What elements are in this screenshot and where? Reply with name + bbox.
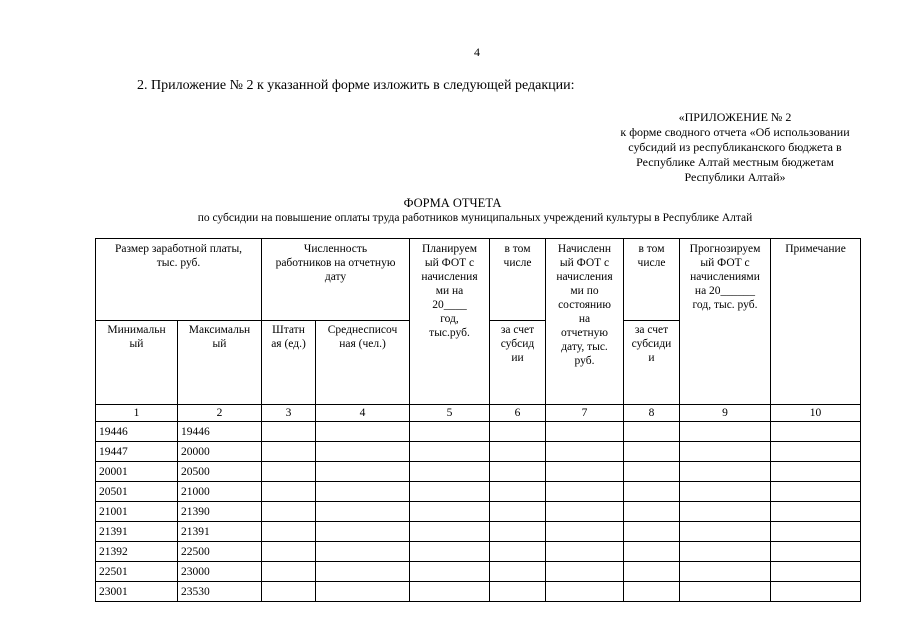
column-number: 2 [178, 405, 262, 422]
intro-paragraph: 2. Приложение № 2 к указанной форме изложить в следующей редакции: [137, 78, 575, 93]
empty-cell [680, 562, 771, 582]
empty-cell [771, 522, 861, 542]
empty-cell [771, 502, 861, 522]
empty-cell [410, 502, 490, 522]
empty-cell [546, 422, 624, 442]
cell-min: 22501 [96, 562, 178, 582]
header-avg-list: Среднесписоч ная (чел.) [316, 321, 410, 405]
empty-cell [490, 522, 546, 542]
page-number: 4 [474, 45, 480, 59]
header-including-2: в том числе [624, 239, 680, 321]
header-planned-fot: Планируем ый ФОТ с начисления ми на 20____ год, тыс.руб. [410, 239, 490, 405]
appendix-line: Республики Алтай» [684, 170, 786, 184]
cell-min: 23001 [96, 582, 178, 602]
form-title: ФОРМА ОТЧЕТА [403, 196, 502, 210]
empty-cell [316, 422, 410, 442]
cell-max: 22500 [178, 542, 262, 562]
empty-cell [316, 562, 410, 582]
empty-cell [490, 422, 546, 442]
empty-cell [771, 542, 861, 562]
empty-cell [262, 542, 316, 562]
cell-min: 21001 [96, 502, 178, 522]
report-table [95, 238, 861, 602]
empty-cell [410, 582, 490, 602]
column-number: 8 [624, 405, 680, 422]
empty-cell [410, 422, 490, 442]
header-row-top [96, 239, 861, 321]
cell-max: 21391 [178, 522, 262, 542]
empty-cell [624, 442, 680, 462]
empty-cell [410, 542, 490, 562]
column-number: 9 [680, 405, 771, 422]
appendix-line: субсидий из республиканского бюджета в [628, 140, 842, 154]
header-accrued-fot: Начисленн ый ФОТ с начисления ми по состоянию на отчетную дату, тыс. руб. [546, 239, 624, 405]
table-row [96, 422, 861, 442]
header-max: Максимальн ый [178, 321, 262, 405]
column-number: 10 [771, 405, 861, 422]
table-row [96, 542, 861, 562]
empty-cell [771, 462, 861, 482]
empty-cell [316, 522, 410, 542]
empty-cell [410, 442, 490, 462]
empty-cell [771, 482, 861, 502]
empty-cell [771, 422, 861, 442]
empty-cell [680, 522, 771, 542]
column-number: 4 [316, 405, 410, 422]
empty-cell [316, 502, 410, 522]
table-body [96, 422, 861, 602]
form-subtitle: по субсидии на повышение оплаты труда работников муниципальных учреждений культуры в Республике Алтай [197, 212, 753, 224]
empty-cell [771, 442, 861, 462]
empty-cell [624, 422, 680, 442]
empty-cell [680, 542, 771, 562]
empty-cell [680, 442, 771, 462]
cell-max: 21390 [178, 502, 262, 522]
empty-cell [262, 522, 316, 542]
appendix-heading [560, 110, 905, 185]
empty-cell [410, 462, 490, 482]
column-number: 7 [546, 405, 624, 422]
empty-cell [546, 522, 624, 542]
empty-cell [410, 562, 490, 582]
header-staff: Штатн ая (ед.) [262, 321, 316, 405]
empty-cell [316, 462, 410, 482]
empty-cell [771, 582, 861, 602]
empty-cell [316, 482, 410, 502]
cell-min: 19447 [96, 442, 178, 462]
header-headcount: Численность работников на отчетную дату [262, 239, 410, 321]
empty-cell [624, 462, 680, 482]
header-min: Минимальн ый [96, 321, 178, 405]
empty-cell [490, 462, 546, 482]
appendix-line: Республике Алтай местным бюджетам [636, 155, 834, 169]
appendix-line: к форме сводного отчета «Об использовании [620, 125, 850, 139]
empty-cell [262, 462, 316, 482]
empty-cell [680, 502, 771, 522]
column-number: 5 [410, 405, 490, 422]
empty-cell [680, 462, 771, 482]
empty-cell [490, 482, 546, 502]
header-including-1: в том числе [490, 239, 546, 321]
empty-cell [680, 582, 771, 602]
empty-cell [490, 582, 546, 602]
header-subsidy-1: за счет субсид ии [490, 321, 546, 405]
column-number: 1 [96, 405, 178, 422]
table-row [96, 502, 861, 522]
empty-cell [490, 442, 546, 462]
empty-cell [262, 422, 316, 442]
table-row [96, 482, 861, 502]
empty-cell [410, 482, 490, 502]
empty-cell [624, 582, 680, 602]
cell-min: 19446 [96, 422, 178, 442]
cell-max: 23530 [178, 582, 262, 602]
empty-cell [490, 542, 546, 562]
empty-cell [490, 562, 546, 582]
cell-max: 19446 [178, 422, 262, 442]
header-forecast-fot: Прогнозируем ый ФОТ с начислениями на 20______ год, тыс. руб. [680, 239, 771, 405]
empty-cell [316, 582, 410, 602]
empty-cell [316, 442, 410, 462]
empty-cell [262, 502, 316, 522]
appendix-line: «ПРИЛОЖЕНИЕ № 2 [678, 110, 792, 124]
header-note: Примечание [771, 239, 861, 405]
cell-max: 21000 [178, 482, 262, 502]
empty-cell [262, 562, 316, 582]
header-salary-size: Размер заработной платы, тыс. руб. [96, 239, 262, 321]
empty-cell [624, 502, 680, 522]
cell-max: 20000 [178, 442, 262, 462]
empty-cell [624, 482, 680, 502]
empty-cell [624, 542, 680, 562]
empty-cell [546, 562, 624, 582]
column-number: 3 [262, 405, 316, 422]
table-row [96, 462, 861, 482]
empty-cell [546, 462, 624, 482]
cell-min: 20501 [96, 482, 178, 502]
empty-cell [546, 582, 624, 602]
cell-min: 20001 [96, 462, 178, 482]
empty-cell [546, 482, 624, 502]
empty-cell [262, 482, 316, 502]
empty-cell [771, 562, 861, 582]
empty-cell [546, 542, 624, 562]
cell-min: 21391 [96, 522, 178, 542]
table-row [96, 442, 861, 462]
empty-cell [624, 562, 680, 582]
empty-cell [490, 502, 546, 522]
empty-cell [546, 442, 624, 462]
header-subsidy-2: за счет субсиди и [624, 321, 680, 405]
column-number: 6 [490, 405, 546, 422]
empty-cell [316, 542, 410, 562]
cell-max: 20500 [178, 462, 262, 482]
empty-cell [624, 522, 680, 542]
cell-max: 23000 [178, 562, 262, 582]
table-row [96, 562, 861, 582]
table-row [96, 522, 861, 542]
empty-cell [410, 522, 490, 542]
empty-cell [262, 582, 316, 602]
empty-cell [262, 442, 316, 462]
empty-cell [680, 422, 771, 442]
empty-cell [546, 502, 624, 522]
table-row [96, 582, 861, 602]
cell-min: 21392 [96, 542, 178, 562]
empty-cell [680, 482, 771, 502]
column-number-row [96, 405, 861, 422]
